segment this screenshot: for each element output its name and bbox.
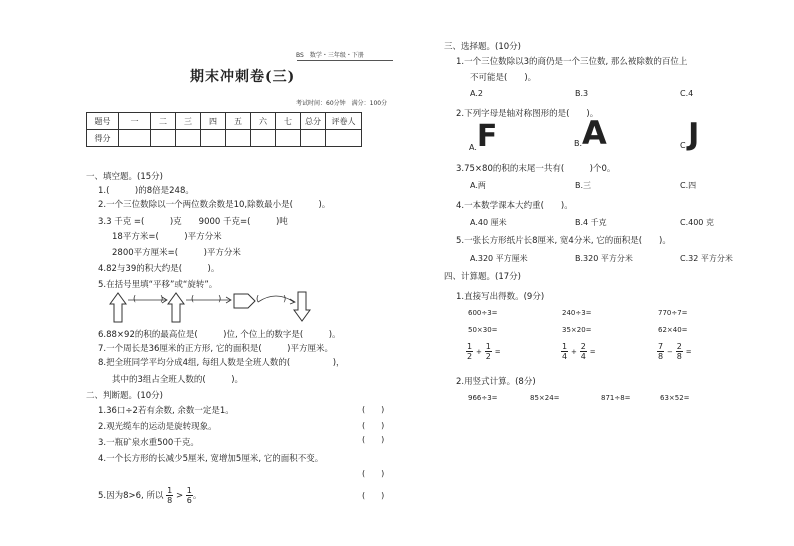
score-input[interactable] [151,130,176,147]
calc-item: 871÷8= [601,394,631,402]
score-table [86,112,362,147]
score-input[interactable] [176,130,201,147]
question-1-3: 3.3 千克 =( )克 9000 千克=( )吨 [98,217,288,227]
question-1-6: 6.88×92的积的最高位是( )位, 个位上的数字是( )。 [98,330,341,340]
score-cell: 四 [201,113,226,130]
right-pentagon-arrow-icon [234,294,255,308]
calc-item: 62×40= [658,326,688,334]
calc-item: 600÷3= [468,309,498,317]
score-cell: 总分 [301,113,326,130]
comparison-sign: > [175,491,184,501]
question-2-3: 3.一瓶矿泉水重500千克。 [98,438,199,448]
option-c[interactable] [680,117,700,152]
subject-label: BS 数学・三年级・下册 [296,52,364,59]
punct: 。 [192,491,202,501]
question-1-7: 7.一个周长是36厘米的正方形, 它的面积是( )平方厘米。 [98,344,333,354]
section-judge-heading: 二、判断题。(10分) [86,391,163,401]
question-2-4: 4.一个长方形的长减少5厘米, 宽增加5厘米, 它的面积不变。 [98,454,324,464]
question-2-2: 2.观光缆车的运动是旋转现象。 [98,422,217,432]
fraction-calc: $\frac{1}{4}$ + $\frac{2}{4}$ = [562,342,596,361]
option-prefix: B. [574,139,583,148]
fraction-calc: $\frac{1}{2}$ + $\frac{1}{2}$ = [467,342,501,361]
option-b[interactable]: B.3 [575,89,589,98]
question-1-3b: 18平方米=( )平方分米 [112,232,222,242]
score-input[interactable] [201,130,226,147]
calc-item: 966÷3= [468,394,498,402]
option-c[interactable]: C.四 [680,181,697,190]
judge-answer-blank[interactable]: ( ) [362,469,385,478]
option-prefix: C. [680,141,689,150]
question-1-5: 5.在括号里填“平移”或“旋转”。 [98,280,218,290]
score-cell: 题号 [87,113,119,130]
option-a[interactable]: A.40 厘米 [470,218,507,227]
score-input[interactable] [326,130,362,147]
question-3-1b: 不可能是( )。 [470,73,537,83]
fraction: $\frac{1}{8}$ [167,486,173,505]
up-arrow-icon [110,293,126,322]
score-table-header-row [87,113,362,130]
option-b[interactable]: B.4 千克 [575,218,607,227]
option-b[interactable]: B.三 [575,181,592,190]
answer-blank[interactable]: ( ) [191,294,222,303]
section-calc-heading: 四、计算题。(17分) [444,272,521,282]
section-fill-blank-heading: 一、填空题。(15分) [86,172,163,182]
option-a[interactable]: A.320 平方厘米 [470,254,528,263]
option-b[interactable] [574,114,607,152]
up-arrow-icon [168,293,184,322]
score-input[interactable] [276,130,301,147]
score-input[interactable] [226,130,251,147]
option-prefix: A. [469,143,477,152]
score-cell: 七 [276,113,301,130]
question-1-4: 4.82与39的积大约是( )。 [98,264,220,274]
question-text: 5.因为8>6, 所以 [98,491,164,501]
option-a[interactable]: A.2 [470,89,483,98]
question-3-5: 5.一张长方形纸片长8厘米, 宽4分米, 它的面积是( )。 [456,236,671,246]
score-cell: 一 [119,113,151,130]
judge-answer-blank[interactable]: ( ) [362,435,385,444]
question-1-8b: 其中的3组占全班人数的( )。 [112,375,244,385]
letter-j: J [688,117,700,152]
calc-item: 50×30= [468,326,498,334]
sub-question-4-2: 2.用竖式计算。(8分) [456,377,536,387]
score-input[interactable] [301,130,326,147]
fraction-calc: $\frac{7}{8}$ − $\frac{2}{8}$ = [658,342,692,361]
question-1-1: 1.( )的8倍是248。 [98,186,194,196]
question-3-3: 3.75×80的积的末尾一共有( )个0。 [456,164,616,174]
option-a[interactable]: A.两 [470,181,486,190]
score-cell: 六 [251,113,276,130]
sub-question-4-1: 1.直接写出得数。(9分) [456,292,545,302]
calc-item: 63×52= [660,394,690,402]
exam-info: 考试时间：60分钟 满分：100分 [296,100,388,107]
score-cell: 二 [151,113,176,130]
option-c[interactable]: C.4 [680,89,694,98]
score-cell: 三 [176,113,201,130]
question-2-1: 1.36口÷2若有余数, 余数一定是1。 [98,406,234,416]
score-cell: 评卷人 [326,113,362,130]
question-3-4: 4.一本数学课本大约重( )。 [456,201,573,211]
calc-item: 35×20= [562,326,592,334]
score-table-score-row [87,130,362,147]
score-input[interactable] [119,130,151,147]
score-cell: 得分 [87,130,119,147]
question-3-1: 1.一个三位数除以3的商仍是一个三位数, 那么被除数的百位上 [456,57,688,67]
question-1-3c: 2800平方厘米=( )平方分米 [112,248,241,258]
option-b[interactable]: B.320 平方分米 [575,254,633,263]
question-2-5 [98,486,201,505]
question-1-8: 8.把全班同学平均分成4组, 每组人数是全班人数的( )， [98,358,345,368]
calc-item: 240÷3= [562,309,592,317]
letter-f: F [476,119,498,154]
calc-item: 85×24= [530,394,560,402]
down-arrow-icon [294,292,310,321]
question-3-2: 2.下列字母是轴对称图形的是( )。 [456,109,599,119]
fraction: $\frac{1}{6}$ [186,486,192,505]
judge-answer-blank[interactable]: ( ) [362,405,385,414]
question-1-2: 2.一个三位数除以一个两位数余数是10,除数最小是( )。 [98,200,331,210]
section-choice-heading: 三、选择题。(10分) [444,42,521,52]
option-c[interactable]: C.400 克 [680,218,714,227]
option-c[interactable]: C.32 平方分米 [680,254,733,263]
calc-item: 770÷7= [658,309,688,317]
header-rule [297,60,393,61]
option-a[interactable] [469,119,498,154]
page-title: 期末冲刺卷(三) [190,69,296,85]
answer-blank[interactable]: ( ) [133,294,164,303]
judge-answer-blank[interactable]: ( ) [362,491,385,500]
score-input[interactable] [251,130,276,147]
letter-a: A [582,114,607,152]
judge-answer-blank[interactable]: ( ) [362,421,385,430]
answer-blank[interactable]: ( ) [256,294,287,303]
score-cell: 五 [226,113,251,130]
